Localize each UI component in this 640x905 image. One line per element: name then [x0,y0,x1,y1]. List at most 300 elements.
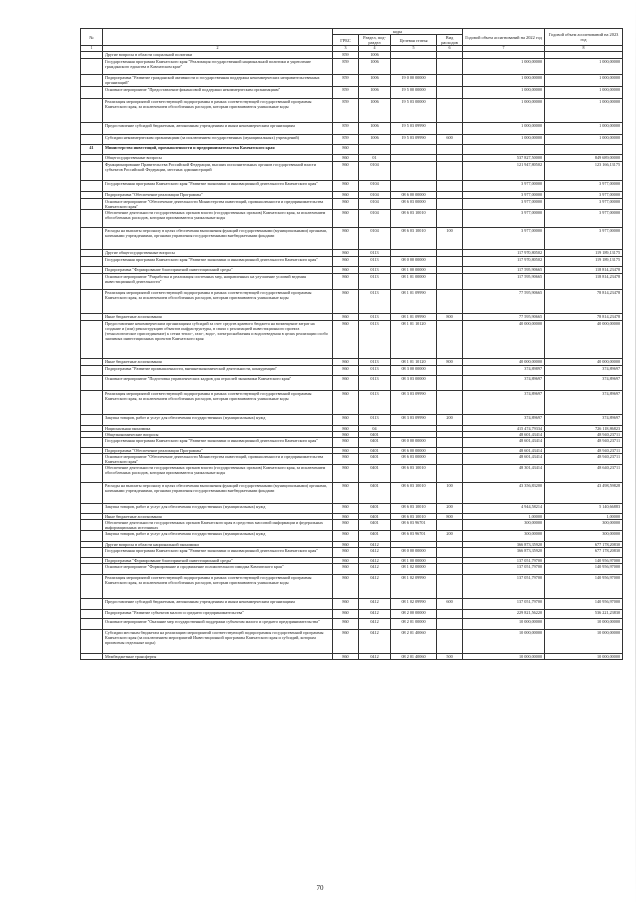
row-grbs: 860 [333,618,359,629]
row-amount-2022: 3 977,00000 [463,227,545,249]
row-expense-type [437,256,463,266]
row-name: Иные бюджетные ассигнования [103,313,333,320]
table-row [81,414,623,425]
row-amount-2022: 117 970,80502 [463,249,545,256]
row-target-code: 08 0 00 00000 [391,256,437,266]
row-grbs: 860 [333,266,359,273]
row-grbs: 860 [333,447,359,453]
row-name: Другие вопросы в области социальной политики [103,51,333,58]
row-expense-type: 800 [437,513,463,519]
row-target-code [391,144,437,154]
table-row [81,51,623,58]
row-grbs: 860 [333,365,359,375]
row-amount-2022: 1 000,00000 [463,98,545,122]
row-grbs: 860 [333,154,359,161]
row-target-code: 08 6 03 10010 [391,503,437,513]
row-target-code: 08 1 01 09990 [391,289,437,313]
column-number: 2 [103,46,333,52]
row-target-code [391,161,437,180]
row-grbs: 860 [333,320,359,358]
table-row [81,482,623,503]
row-number [81,598,103,609]
table-row [81,122,623,134]
row-grbs: 860 [333,313,359,320]
row-name: Основное мероприятие "Оказание мер государственной поддержки субъектам малого и среднего предпринимательства" [103,618,333,629]
row-razdel: 0113 [359,414,391,425]
row-amount-2022: 77 595,90665 [463,289,545,313]
row-grbs: 860 [333,437,359,447]
row-name: Обеспечение деятельности государственных органов власти (государственных органов) Камчатского края, за исключением обособленных расходов, которым присваиваются уникальные коды [103,209,333,227]
row-grbs: 860 [333,653,359,659]
row-expense-type [437,86,463,98]
col-header-cs: Целевая статья [391,35,437,46]
row-razdel: 0401 [359,453,391,464]
row-number [81,86,103,98]
row-amount-2022: 1,00000 [463,513,545,519]
table-row [81,74,623,86]
row-name: Предоставление субсидий бюджетным, автономным учреждениям и иным некоммерческим организациям [103,122,333,134]
row-amount-2023: 300,00000 [545,519,623,530]
row-number [81,437,103,447]
table-row [81,209,623,227]
row-grbs: 859 [333,74,359,86]
row-name: Государственная программа Камчатского края "Развитие экономики и инновационной деятельности Камчатского края" [103,180,333,191]
row-razdel: 1006 [359,122,391,134]
row-amount-2023: 123 166,13175 [545,161,623,180]
row-name: Межбюджетные трансферты [103,653,333,659]
row-expense-type [437,629,463,653]
row-grbs: 860 [333,503,359,513]
row-amount-2022: 117 970,80502 [463,256,545,266]
row-grbs: 860 [333,209,359,227]
row-number [81,134,103,144]
row-amount-2023: 48 940,23711 [545,453,623,464]
row-amount-2022: 1 000,00000 [463,134,545,144]
row-expense-type: 200 [437,503,463,513]
row-amount-2022: 40 000,00000 [463,358,545,365]
row-number [81,530,103,541]
row-razdel: 0113 [359,256,391,266]
row-number [81,289,103,313]
row-razdel: 0113 [359,390,391,414]
row-name: Подпрограмма "Формирование благоприятной инвестиционной среды" [103,266,333,273]
col-header-grbs: ГРБС [333,35,359,46]
row-amount-2022: 1 000,00000 [463,74,545,86]
table-row [81,313,623,320]
row-amount-2022: 374,89697 [463,390,545,414]
table-row [81,375,623,390]
row-grbs: 860 [333,249,359,256]
row-grbs: 859 [333,122,359,134]
row-expense-type: 600 [437,598,463,609]
row-target-code: 19 0 00 00000 [391,74,437,86]
row-target-code: 08 6 00 00000 [391,447,437,453]
row-name: Подпрограмма "Развитие гражданской активности и государственная поддержка некоммерческих неправительственных организаций" [103,74,333,86]
row-amount-2022: 3 977,00000 [463,198,545,209]
row-target-code: 08 1 02 09990 [391,598,437,609]
table-row [81,530,623,541]
row-target-code [391,154,437,161]
row-expense-type [437,453,463,464]
row-amount-2023: 48 940,23711 [545,431,623,437]
column-number: 3 [333,46,359,52]
row-grbs: 860 [333,598,359,609]
row-number [81,358,103,365]
row-name: Основное мероприятие "Обеспечение деятельности Министерства инвестиций, промышленности и предпринимательства Камчатского края" [103,198,333,209]
row-razdel: 0412 [359,541,391,547]
row-amount-2022: 137 051,79700 [463,557,545,563]
row-grbs: 859 [333,98,359,122]
row-name: Подпрограмма "Обеспечение реализации Программы" [103,191,333,198]
row-expense-type [437,289,463,313]
row-amount-2022: 77 595,90665 [463,313,545,320]
row-razdel: 0412 [359,653,391,659]
row-expense-type: 500 [437,653,463,659]
row-razdel [359,144,391,154]
row-name: Иные бюджетные ассигнования [103,358,333,365]
table-row [81,320,623,358]
row-amount-2023: 10 000,00000 [545,629,623,653]
row-grbs: 860 [333,375,359,390]
row-amount-2023: 849 689,00000 [545,154,623,161]
table-row [81,256,623,266]
row-expense-type [437,390,463,414]
row-target-code [391,51,437,58]
row-name: Подпрограмма "Развитие промышленности, внешнеэкономической деятельности, конкуренции" [103,365,333,375]
row-target-code: 08 2 01 40060 [391,629,437,653]
row-amount-2022: 229 821,56220 [463,609,545,618]
row-amount-2022: 48 601,43414 [463,447,545,453]
table-row [81,154,623,161]
row-amount-2023: 10 000,00000 [545,653,623,659]
row-target-code: 08 0 00 00000 [391,547,437,557]
table-row [81,273,623,289]
row-number [81,414,103,425]
row-grbs: 860 [333,273,359,289]
row-amount-2023: 78 814,23478 [545,313,623,320]
row-amount-2023: 5 140,66883 [545,503,623,513]
row-amount-2022: 300,00000 [463,530,545,541]
row-target-code [391,58,437,74]
row-grbs: 860 [333,431,359,437]
row-grbs: 860 [333,390,359,414]
row-amount-2023: 1 000,00000 [545,134,623,144]
row-number [81,122,103,134]
row-amount-2022: 117 595,90665 [463,273,545,289]
row-amount-2023: 48 640,23711 [545,464,623,482]
row-razdel: 0401 [359,503,391,513]
row-name: Национальная экономика [103,425,333,431]
row-expense-type [437,618,463,629]
row-expense-type [437,519,463,530]
col-header-vol2023: Годовой объем ассигнований на 2023 год [545,29,623,46]
row-amount-2023: 374,89697 [545,365,623,375]
table-row [81,289,623,313]
row-amount-2022: 117 595,90665 [463,266,545,273]
row-name: Основное мероприятие "Обеспечение деятельности Министерства инвестиций, промышленности и предпринимательства Камчатского края" [103,453,333,464]
row-number [81,390,103,414]
row-name: Общеэкономические вопросы [103,431,333,437]
row-amount-2022: 121 947,80502 [463,161,545,180]
row-razdel: 1006 [359,58,391,74]
row-razdel: 0113 [359,375,391,390]
table-row [81,365,623,375]
row-grbs: 860 [333,289,359,313]
table-row [81,609,623,618]
row-name: Общегосударственные вопросы [103,154,333,161]
row-amount-2023: 40 000,00000 [545,320,623,358]
col-header-vr: Вид расходов [437,35,463,46]
row-amount-2023: 3 977,00000 [545,191,623,198]
row-number [81,653,103,659]
row-amount-2022: 3 977,00000 [463,180,545,191]
row-amount-2022 [463,51,545,58]
row-razdel: 0104 [359,209,391,227]
row-target-code: 08 1 01 10120 [391,320,437,358]
row-razdel: 0113 [359,358,391,365]
row-amount-2023: 374,89697 [545,414,623,425]
row-amount-2023: 374,89697 [545,390,623,414]
row-name: Подпрограмма "Обеспечение реализации Программы" [103,447,333,453]
row-target-code: 08 6 03 10010 [391,482,437,503]
row-razdel: 1006 [359,51,391,58]
row-name: Государственная программа Камчатского края "Развитие экономики и инновационной деятельности Камчатского края" [103,256,333,266]
column-number: 6 [437,46,463,52]
row-grbs: 860 [333,198,359,209]
row-amount-2023: 119 189,13175 [545,249,623,256]
row-target-code: 08 0 00 00000 [391,437,437,447]
row-grbs: 860 [333,144,359,154]
row-razdel: 0401 [359,437,391,447]
row-razdel: 0113 [359,365,391,375]
row-expense-type [437,547,463,557]
row-razdel: 0401 [359,513,391,519]
table-row [81,98,623,122]
row-number [81,375,103,390]
col-header-vol2022: Годовой объем ассигнований на 2022 год [463,29,545,46]
row-grbs: 860 [333,541,359,547]
table-row [81,86,623,98]
row-target-code: 08 6 03 00000 [391,453,437,464]
row-name: Функционирование Правительства Российской Федерации, высших исполнительных органов государственной власти субъектов Российской Федерации, местных администраций [103,161,333,180]
row-razdel: 0412 [359,598,391,609]
row-amount-2023: 10 000,00000 [545,618,623,629]
row-number [81,249,103,256]
row-amount-2022: 40 000,00000 [463,320,545,358]
row-amount-2022: 1 000,00000 [463,86,545,98]
row-amount-2022: 43 356,83200 [463,482,545,503]
row-amount-2023: 78 814,23478 [545,289,623,313]
row-razdel: 0401 [359,530,391,541]
row-razdel: 0412 [359,574,391,598]
row-razdel: 0412 [359,547,391,557]
row-razdel: 0104 [359,161,391,180]
row-grbs: 860 [333,414,359,425]
table-row [81,629,623,653]
table-row [81,563,623,574]
row-amount-2023: 140 956,97000 [545,598,623,609]
row-amount-2023 [545,51,623,58]
row-expense-type [437,122,463,134]
row-number [81,198,103,209]
row-amount-2023: 48 940,23711 [545,447,623,453]
row-expense-type [437,98,463,122]
row-expense-type [437,249,463,256]
row-amount-2022: 366 873,35920 [463,547,545,557]
table-row [81,358,623,365]
row-grbs: 860 [333,547,359,557]
row-expense-type [437,180,463,191]
row-name: Расходы на выплаты персоналу в целях обеспечения выполнения функций государственными (муниципальными) органами, казенными учреждениями, органами управления государственными внебюджетными фондами [103,482,333,503]
row-razdel: 0113 [359,249,391,256]
row-name: Основное мероприятие "Формирование и продвижение положительного имиджа Камчатского края" [103,563,333,574]
row-expense-type: 600 [437,134,463,144]
row-expense-type [437,574,463,598]
row-razdel: 1006 [359,98,391,122]
row-target-code: 08 1 02 09990 [391,574,437,598]
row-number [81,98,103,122]
row-target-code: 08 6 03 00000 [391,198,437,209]
column-number: 4 [359,46,391,52]
table-row [81,198,623,209]
row-target-code: 08 2 01 00000 [391,618,437,629]
row-name: Предоставление субсидий бюджетным, автономным учреждениям и иным некоммерческим организациям [103,598,333,609]
row-grbs: 860 [333,453,359,464]
row-amount-2022: 48 601,43414 [463,437,545,447]
row-number [81,503,103,513]
row-amount-2023: 536 221,23830 [545,609,623,618]
table-row [81,144,623,154]
table-row [81,519,623,530]
row-grbs: 860 [333,563,359,574]
row-number [81,273,103,289]
row-amount-2022: 137 051,79700 [463,598,545,609]
row-amount-2023: 1,00000 [545,513,623,519]
row-expense-type: 100 [437,227,463,249]
row-name: Другие общегосударственные вопросы [103,249,333,256]
table-row [81,227,623,249]
row-grbs: 860 [333,464,359,482]
row-amount-2022: 374,89897 [463,365,545,375]
row-name: Министерство инвестиций, промышленности и предпринимательства Камчатского края [103,144,333,154]
row-number [81,320,103,358]
row-target-code: 08 6 03 96701 [391,519,437,530]
row-amount-2023: 677 178,20830 [545,541,623,547]
row-grbs: 859 [333,51,359,58]
row-number [81,154,103,161]
row-target-code: 19 5 03 09990 [391,134,437,144]
row-razdel: 04 [359,425,391,431]
table-row [81,547,623,557]
col-header-name [103,29,333,46]
row-number [81,574,103,598]
row-amount-2022: 374,89697 [463,414,545,425]
table-row [81,453,623,464]
row-razdel: 0104 [359,198,391,209]
row-name: Субсидии местным бюджетам на реализацию мероприятий соответствующей подпрограммы государственной программы Камчатского края (за исключением мероприятий Инвестиционной программы Камчатского края и субсидий, которым присвоены отдельные коды) [103,629,333,653]
row-name: Основное мероприятие "Подготовка управленческих кадров для отраслей экономики Камчатского края" [103,375,333,390]
row-target-code [391,249,437,256]
row-amount-2022 [463,144,545,154]
row-razdel: 01 [359,154,391,161]
row-razdel: 1006 [359,74,391,86]
row-grbs: 860 [333,609,359,618]
row-target-code: 19 5 03 00000 [391,98,437,122]
row-amount-2023: 140 956,97000 [545,574,623,598]
row-expense-type [437,320,463,358]
table-row [81,574,623,598]
row-amount-2023: 3 977,00000 [545,209,623,227]
row-number [81,618,103,629]
row-amount-2022: 137 051,79700 [463,563,545,574]
row-razdel: 0104 [359,180,391,191]
row-expense-type: 200 [437,530,463,541]
row-name: Государственная программа Камчатского края "Развитие экономики и инновационной деятельности Камчатского края" [103,437,333,447]
row-amount-2022: 48 601,43414 [463,431,545,437]
row-target-code: 08 2 01 40060 [391,653,437,659]
row-razdel: 0113 [359,289,391,313]
column-number: 5 [391,46,437,52]
row-expense-type: 200 [437,414,463,425]
scan-edge [635,0,636,905]
row-expense-type [437,563,463,574]
row-amount-2022: 3 977,00000 [463,209,545,227]
row-number [81,227,103,249]
row-target-code: 08 1 02 00000 [391,563,437,574]
row-number [81,482,103,503]
row-expense-type [437,161,463,180]
row-name: Государственная программа Камчатского края "Реализация государственной национальной политики и укрепление гражданского единства в Камчатском крае" [103,58,333,74]
row-name: Обеспечение деятельности государственных органов власти (государственных органов) Камчатского края, за исключением обособленных расходов, которым присваиваются уникальные коды [103,464,333,482]
row-number [81,313,103,320]
row-amount-2022: 10 000,00000 [463,653,545,659]
row-grbs: 860 [333,358,359,365]
row-grbs: 860 [333,227,359,249]
row-target-code: 08 1 00 00000 [391,557,437,563]
row-number [81,161,103,180]
row-number [81,191,103,198]
table-row [81,249,623,256]
row-amount-2022: 1 000,00000 [463,122,545,134]
row-expense-type [437,375,463,390]
row-grbs: 859 [333,58,359,74]
row-target-code: 08 6 03 10010 [391,227,437,249]
row-number [81,180,103,191]
row-amount-2023: 48 940,23711 [545,437,623,447]
row-target-code: 08 1 00 00000 [391,266,437,273]
row-name: Закупка товаров, работ и услуг для обеспечения государственных (муниципальных) нужд [103,530,333,541]
row-amount-2023: 119 189,13175 [545,256,623,266]
row-expense-type [437,266,463,273]
row-name: Реализация мероприятий соответствующей подпрограммы в рамках соответствующей государственной программы Камчатского края, за исключением обособленных расходов, которым присваиваются уникальные коды [103,98,333,122]
row-grbs: 860 [333,574,359,598]
row-razdel: 0104 [359,227,391,249]
row-target-code: 08 6 00 00000 [391,191,437,198]
row-razdel: 0113 [359,320,391,358]
row-number [81,563,103,574]
row-amount-2023: 118 814,23478 [545,273,623,289]
row-name: Реализация мероприятий соответствующей подпрограммы в рамках соответствующей государственной программы Камчатского края, за исключением обособленных расходов, которым присваиваются уникальные коды [103,574,333,598]
table-row [81,464,623,482]
row-number [81,609,103,618]
column-number: 7 [463,46,545,52]
budget-table [80,28,623,660]
row-number [81,453,103,464]
row-amount-2022: 366 873,35920 [463,541,545,547]
row-expense-type [437,58,463,74]
row-razdel: 0401 [359,519,391,530]
row-amount-2023: 677 178,20830 [545,547,623,557]
